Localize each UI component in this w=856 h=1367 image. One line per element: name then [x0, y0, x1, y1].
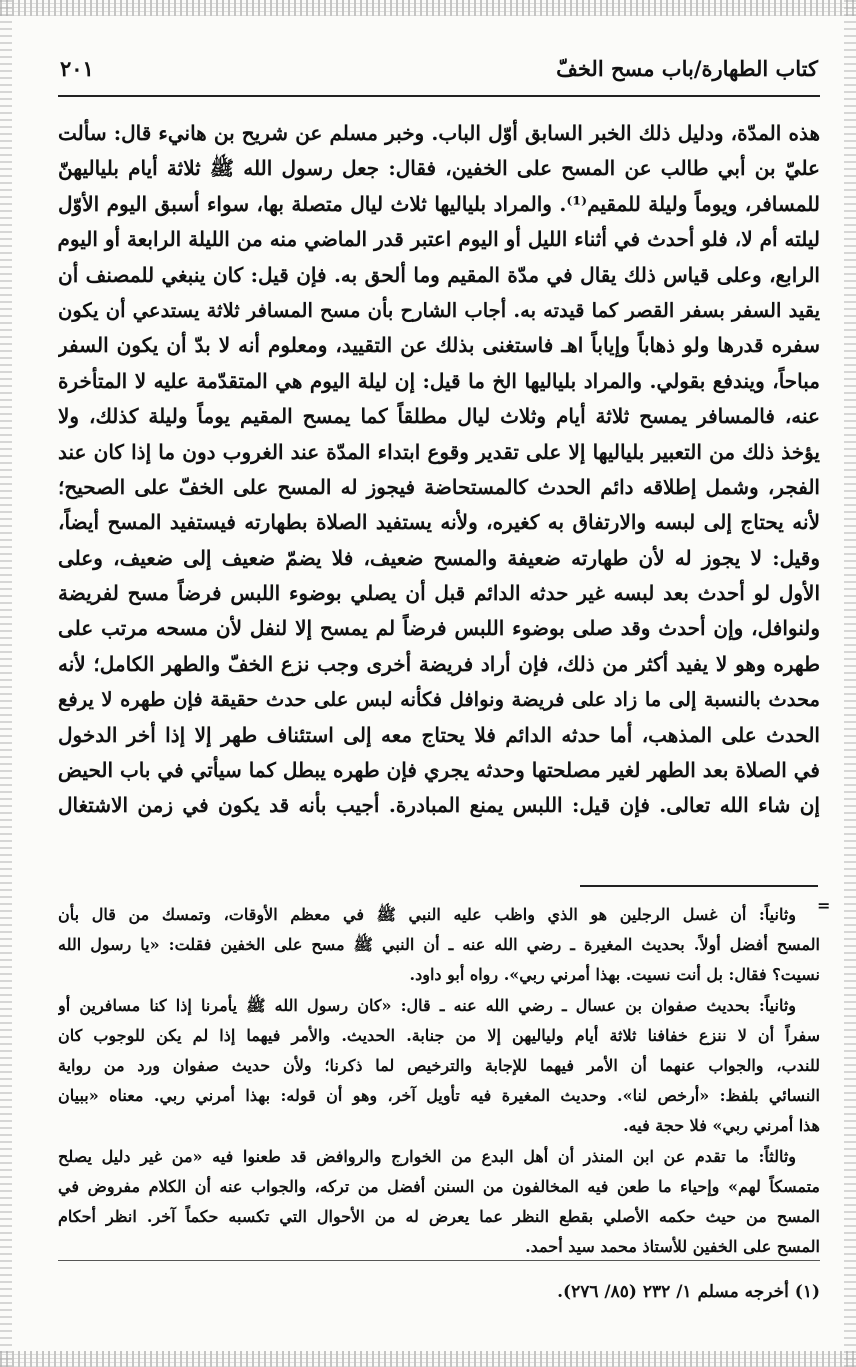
main-text-line: يقيد السفر بسفر القصر كما قيدته به. أجاب الشارح بأن مسح المسافر ثلاثة يستدعي أن يكون: [58, 298, 820, 322]
page-border-left: [0, 0, 12, 1367]
page-border-top: [0, 0, 856, 16]
reference-separator: [58, 1260, 820, 1261]
footnote-line: وثالثاً: ما تقدم عن ابن المنذر أن أهل البدع من الخوارج والروافض قد طعنوا فيه «من غير دليل يصلح: [58, 1146, 796, 1166]
main-text-line: ولنوافل، وإن أحدث وقد صلى بوضوء اللبس فرضاً لم يمسح إلا لنفل لأن مسحه مرتب على: [58, 616, 820, 641]
main-text-line: لأنه يحتاج إلى لبسه والارتفاق به كغيره، ولأنه يستفيد الصلاة بطهارته فيستفيد المسح أيضاً،: [58, 510, 820, 535]
footnote-line: وثانياً: أن غسل الرجلين هو الذي واظب عليه النبي ﷺ في معظم الأوقات، وتمسك من قال بأن: [58, 905, 796, 924]
main-text: [58, 116, 820, 824]
main-text-line: طهره وهو لا يفيد أكثر من ذلك، فإن أراد فريضة أخرى وجب نزع الخفّ والطهر الكامل؛ لأنه: [58, 651, 820, 676]
main-text-line: وقيل: لا يجوز له لأن طهارته ضعيفة والمسح ضعيف، فلا يضمّ ضعيف إلى ضعيف، وعلى: [58, 545, 820, 570]
footnote-continuation-mark: =: [817, 896, 831, 915]
footnote-line: هذا أمرني ربي» فلا حجة فيه.: [623, 1116, 820, 1136]
main-text-line: مباحاً، ويندفع بقولي. والمراد بلياليها الخ ما قيل: إن ليلة اليوم هي المتقدّمة عليه لا المتأخرة: [58, 368, 820, 393]
main-text-line: محدث بالنسبة إلى ما زاد على فريضة ونوافل فكأنه لبس على حدث حقيقة فإن طهره لا يرفع: [58, 688, 820, 712]
main-text-line: إن شاء الله تعالى. فإن قيل: اللبس يمنع المبادرة. أجيب بأنه قد يكون في زمن الاشتغال: [58, 793, 820, 818]
main-text-line: في الصلاة بعد الطهر لغير مصلحتها وحدثه يجري فإن طهره يبطل كما سيأتي في باب الحيض: [58, 758, 820, 783]
footnote-line: وثانياً: بحديث صفوان بن عسال ـ رضي الله عنه ـ قال: «كان رسول الله ﷺ يأمرنا إذا كنا مسافرين أو: [58, 995, 796, 1015]
main-text-line: ليلته أم لا، فلو أحدث في أثناء الليل أو اليوم اعتبر قدر الماضي منه من الليلة الرابعة أو اليوم: [58, 227, 820, 252]
footnotes: [58, 900, 820, 1262]
main-text-line: الأول لو أحدث بعد لبسه غير حدثه الدائم قبل أن يصلي بوضوء اللبس فرضاً مسح لفريضة: [58, 581, 820, 606]
footnote-line: سفراً أن لا ننزع خفافنا ثلاثة أيام ولياليهن إلا من جنابة. الحديث. والأمر فيهما إذا لم يكن للوجوب كان: [58, 1025, 820, 1045]
page-border-bottom: [0, 1351, 856, 1367]
main-text-line: عليّ بن أبي طالب عن المسح على الخفين، فقال: جعل رسول الله ﷺ ثلاثة أيام بلياليهنّ: [58, 156, 820, 181]
header-rule: [58, 95, 820, 97]
footnote-line: المسح أفضل أولاً. بحديث المغيرة ـ رضي الله عنه ـ أن النبي ﷺ مسح على الخفين فقلت: «يا رسول الله: [58, 935, 820, 955]
footnote-line: المسح على الخفين للأستاذ محمد سيد أحمد.: [525, 1237, 820, 1257]
footnote-line: النسائي بلفظ: «أرخص لنا». وحديث المغيرة فيه تأويل آخر، وهو أن قوله: بهذا أمرني ربي. معناه «ببيان: [58, 1086, 820, 1106]
page-border-right: [844, 0, 856, 1367]
page-number: ٢٠١: [60, 56, 94, 81]
footnote-line: للندب، والجواب عنهما أن الأمر فيهما للإجابة والترخيص لما ذكرنا؛ ولأن حديث صفوان ورد من رواية: [58, 1055, 820, 1075]
main-text-line: الفجر، وشمل إطلاقه دائم الحدث كالمستحاضة فيجوز له المسح على الخفّ على الصحيح؛: [58, 474, 820, 499]
footnote-reference: (١) أخرجه مسلم ١/ ٢٣٢ (٨٥/ ٢٧٦).: [557, 1282, 820, 1302]
page-header: [60, 52, 818, 92]
main-text-line: للمسافر، ويوماً وليلة للمقيم⁽¹⁾. والمراد بلياليها ثلاث ليال متصلة بها، سواء أسبق اليوم الأوّل: [58, 191, 820, 216]
main-text-line: يؤخذ ذلك من التعبير بلياليها إلا على تقدير وقوع ابتداء المدّة عند الغروب دون ما إذا كان عند: [58, 439, 820, 464]
footnote-separator: [580, 885, 818, 887]
main-text-line: سفره قدرها ولو ذهاباً وإياباً اهـ فاستغنى بذلك عن التقييد، ومعلوم أنه لا بدّ أن يكون السفر: [58, 333, 820, 358]
main-text-line: الحدث على المذهب، أما حدثه الدائم فلا يحتاج معه إلى استئناف طهر إلا إذا أخر الدخول: [58, 722, 820, 747]
footnote-line: نسيت؟ فقال: بل أنت نسيت. بهذا أمرني ربي». رواه أبو داود.: [409, 965, 820, 985]
footnote-line: المسح من حيث حكمه الأصلي بقطع النظر عما يعرض له من الأحوال التي تكسبه حكماً آخر. انظر أحكام: [58, 1206, 820, 1226]
footnote-line: متمسكاً لهم» وإحياء ما طعن فيه المخالفون من السنن أفضل من تركه، والجواب عنه أن الكلام مفروض في: [58, 1176, 820, 1196]
main-text-line: هذه المدّة، ودليل ذلك الخبر السابق أوّل الباب. وخبر مسلم عن شريح بن هانيء قال: سألت: [58, 121, 820, 145]
running-title: كتاب الطهارة/باب مسح الخفّ: [556, 56, 818, 81]
main-text-line: عنه، فالمسافر يمسح ثلاثة أيام وثلاث ليال مطلقاً كما يمسح المقيم يوماً وليلة كذلك، ولا: [58, 404, 820, 429]
main-text-line: الرابع، وعلى قياس ذلك يقال في مدّة المقيم وما ألحق به. فإن قيل: كان ينبغي للمصنف أن: [58, 262, 820, 287]
